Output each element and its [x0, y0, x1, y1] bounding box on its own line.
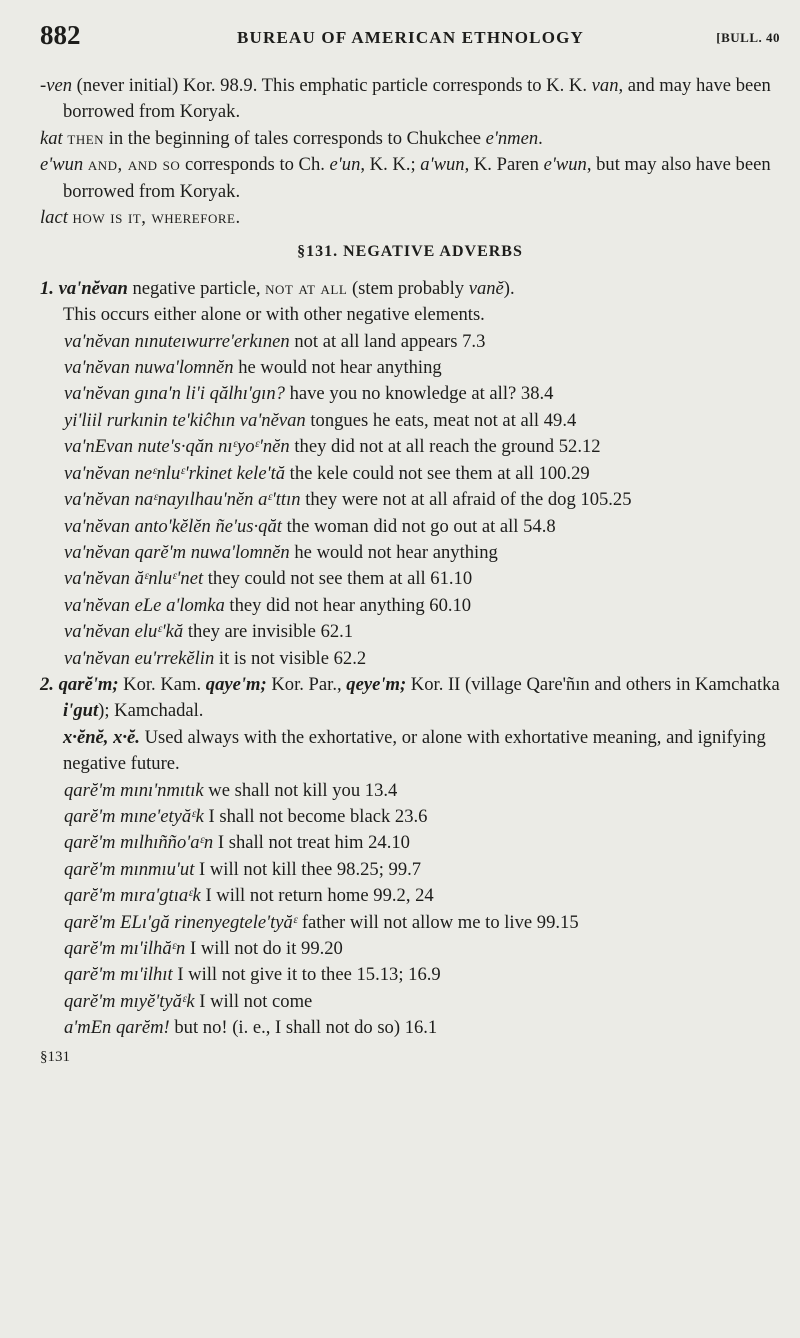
example: [40, 1015, 780, 1041]
example-gloss: I will not come: [194, 990, 313, 1012]
entry-note: This occurs either alone or with other negative elements.: [63, 304, 485, 326]
example-gloss: I will not kill thee 98.25; 99.7: [194, 858, 422, 880]
example-native: a'mEn qarĕm!: [64, 1017, 170, 1039]
entry-term: va'nĕvan: [58, 277, 128, 299]
text: , and may have been borrowed from Koryak.: [63, 75, 771, 123]
example-gloss: I shall not become black 23.6: [203, 805, 428, 827]
gloss-then: then: [67, 127, 105, 149]
example-gloss: I will not give it to thee 15.13; 16.9: [172, 964, 441, 986]
text: (stem probably: [347, 277, 469, 299]
example: [40, 646, 780, 672]
term-enmen: e'nmen: [485, 127, 539, 149]
term-eun: e'un: [329, 154, 361, 176]
example-native: qarĕ'm mı'ilhăᵋn: [64, 938, 186, 959]
section-footer: §131: [40, 1048, 70, 1065]
example-native: va'nĕvan ăᵋnluᵋ'net: [64, 568, 204, 590]
entry-2-head: [40, 672, 780, 778]
text: , K. Paren: [464, 154, 544, 176]
text: (never initial) Kor. 98.9. This emphatic particle corresponds to K. K.: [72, 75, 592, 96]
example-native: qarĕ'm mıyĕ'tyăᵋk: [64, 990, 195, 1012]
example: [40, 461, 780, 487]
example-native: va'nĕvan gına'n li'i qălhı'gın?: [64, 383, 285, 405]
example-gloss: I will not return home 99.2, 24: [200, 885, 434, 907]
running-title: BUREAU OF AMERICAN ETHNOLOGY: [237, 28, 585, 47]
example-gloss: they are invisible 62.1: [183, 621, 354, 643]
example-gloss: the kele could not see them at all 100.29: [285, 462, 590, 484]
example: [40, 883, 780, 909]
example-gloss: they were not at all afraid of the dog 105.25: [300, 489, 632, 511]
example-gloss: but no! (i. e., I shall not do so) 16.1: [169, 1017, 438, 1039]
term-ewun: e'wun: [40, 154, 84, 176]
example: [40, 804, 780, 830]
term-lact: lact: [40, 207, 68, 229]
entry-term: qarĕ'm;: [58, 673, 119, 695]
gloss-not-at-all: not at all: [265, 277, 348, 299]
example-gloss: I will not do it 99.20: [185, 938, 343, 959]
example-gloss: it is not visible 62.2: [214, 647, 367, 669]
term-ewun-paren: e'wun: [543, 154, 587, 176]
bulletin-reference: [BULL. 40: [716, 30, 780, 45]
example-native: qarĕ'm ELı'gă rinenyegtele'tyăᵋ: [64, 911, 298, 933]
example-gloss: he would not hear anything: [233, 357, 442, 379]
text: Kor. Kam.: [118, 673, 206, 695]
example: [40, 540, 780, 566]
text: , but may also have been borrowed from Koryak.: [63, 154, 771, 202]
example-native: qarĕ'm mılhıñño'aᵋn: [64, 832, 214, 854]
example-gloss: he would not hear anything: [289, 541, 498, 563]
example-native: qarĕ'm mını'nmıtık: [64, 779, 204, 801]
example: [40, 989, 780, 1015]
term-kamchadal: x·ĕnĕ, x·ĕ.: [63, 726, 140, 748]
example-gloss: we shall not kill you 13.4: [203, 779, 398, 801]
example: [40, 487, 780, 513]
example-native: va'nĕvan qarĕ'm nuwa'lomnĕn: [64, 541, 290, 563]
term-awun: a'wun: [420, 154, 465, 176]
text: , K. K.;: [360, 154, 421, 176]
entry-1-examples: [40, 329, 780, 672]
text: ); Kamchadal.: [98, 700, 204, 722]
example-native: yi'liil rurkınin te'kiĉhın va'nĕvan: [64, 409, 306, 431]
example-gloss: they could not see them at all 61.10: [203, 568, 473, 590]
example-native: va'nĕvan nuwa'lomnĕn: [64, 357, 234, 379]
example-native: qarĕ'm mıra'gtıaᵋk: [64, 885, 201, 907]
example-native: qarĕ'm mınmıu'ut: [64, 858, 195, 880]
example-native: va'nĕvan neᵋnluᵋ'rkinet kele'tă: [64, 462, 286, 484]
page-header: [40, 20, 780, 60]
example: [40, 857, 780, 883]
example-native: va'nEvan nute's·qăn nıᵋyoᵋ'nĕn: [64, 436, 290, 458]
example-native: va'nĕvan eu'rrekĕlin: [64, 647, 215, 669]
example-gloss: the woman did not go out at all 54.8: [281, 515, 556, 537]
page-body: [40, 73, 780, 1070]
text: .: [538, 127, 543, 149]
example: [40, 566, 780, 592]
section-heading: §131. NEGATIVE ADVERBS: [297, 243, 523, 261]
example-native: va'nĕvan anto'kĕlĕn ñe'us·qăt: [64, 515, 282, 537]
example-native: va'nĕvan eluᵋ'kă: [64, 621, 184, 643]
gloss-how: how is it, wherefore: [72, 207, 236, 229]
term-kat: kat: [40, 127, 63, 149]
example-gloss: they did not at all reach the ground 52.12: [289, 436, 601, 458]
paragraph-ewun: [40, 152, 780, 205]
entry-number: 1.: [40, 277, 54, 299]
example-gloss: tongues he eats, meat not at all 49.4: [305, 409, 577, 431]
page-number: 882: [40, 20, 81, 50]
text: Used always with the exhortative, or alone with exhortative meaning, and ignifying negative future.: [63, 726, 766, 775]
example-gloss: have you no knowledge at all? 38.4: [284, 383, 554, 405]
example: [40, 593, 780, 619]
example: [40, 778, 780, 804]
example-native: va'nĕvan naᵋnayılhau'nĕn aᵋ'ttın: [64, 489, 301, 511]
example: [40, 962, 780, 988]
text: .: [235, 207, 241, 229]
entry-number: 2.: [40, 673, 54, 695]
example-native: qarĕ'm mı'ilhıt: [64, 964, 173, 986]
example: [40, 514, 780, 540]
stem: vanĕ: [468, 277, 504, 299]
paragraph-lact: [40, 205, 780, 231]
example: [40, 936, 780, 962]
example: [40, 408, 780, 434]
text: ).: [503, 277, 515, 299]
example-native: qarĕ'm mıne'etyăᵋk: [64, 805, 204, 827]
paragraph-kat: [40, 126, 780, 152]
example-gloss: father will not allow me to live 99.15: [297, 911, 579, 933]
text: corresponds to Ch.: [180, 154, 330, 176]
example-gloss: they did not hear anything 60.10: [224, 594, 472, 616]
example: [40, 355, 780, 381]
paragraph-ven: [40, 73, 780, 126]
term-ven: -ven: [40, 75, 72, 96]
term-kam: qaye'm;: [205, 673, 267, 695]
example: [40, 434, 780, 460]
gloss-and-so: and, and so: [87, 154, 181, 176]
example: [40, 329, 780, 355]
text: in the beginning of tales corresponds to Chukchee: [104, 127, 486, 149]
term-gut: i'gut: [63, 700, 99, 722]
text: Kor. Par.,: [266, 673, 347, 695]
example: [40, 910, 780, 936]
example-gloss: not at all land appears 7.3: [289, 330, 486, 352]
term-van: van: [591, 75, 619, 96]
term-par: qeye'm;: [346, 673, 407, 695]
entry-2-examples: [40, 778, 780, 1042]
text: Kor. II (village Qare'ñın and others in Kamchatka: [406, 673, 780, 695]
example-native: va'nĕvan nınuteıwurre'erkınen: [64, 330, 290, 352]
text: negative particle,: [127, 277, 266, 299]
example: [40, 619, 780, 645]
example: [40, 381, 780, 407]
example-native: va'nĕvan eLe a'lomka: [64, 594, 225, 616]
example: [40, 830, 780, 856]
entry-1-head: [40, 276, 780, 329]
document-page: [40, 20, 780, 1070]
example-gloss: I shall not treat him 24.10: [213, 832, 410, 854]
